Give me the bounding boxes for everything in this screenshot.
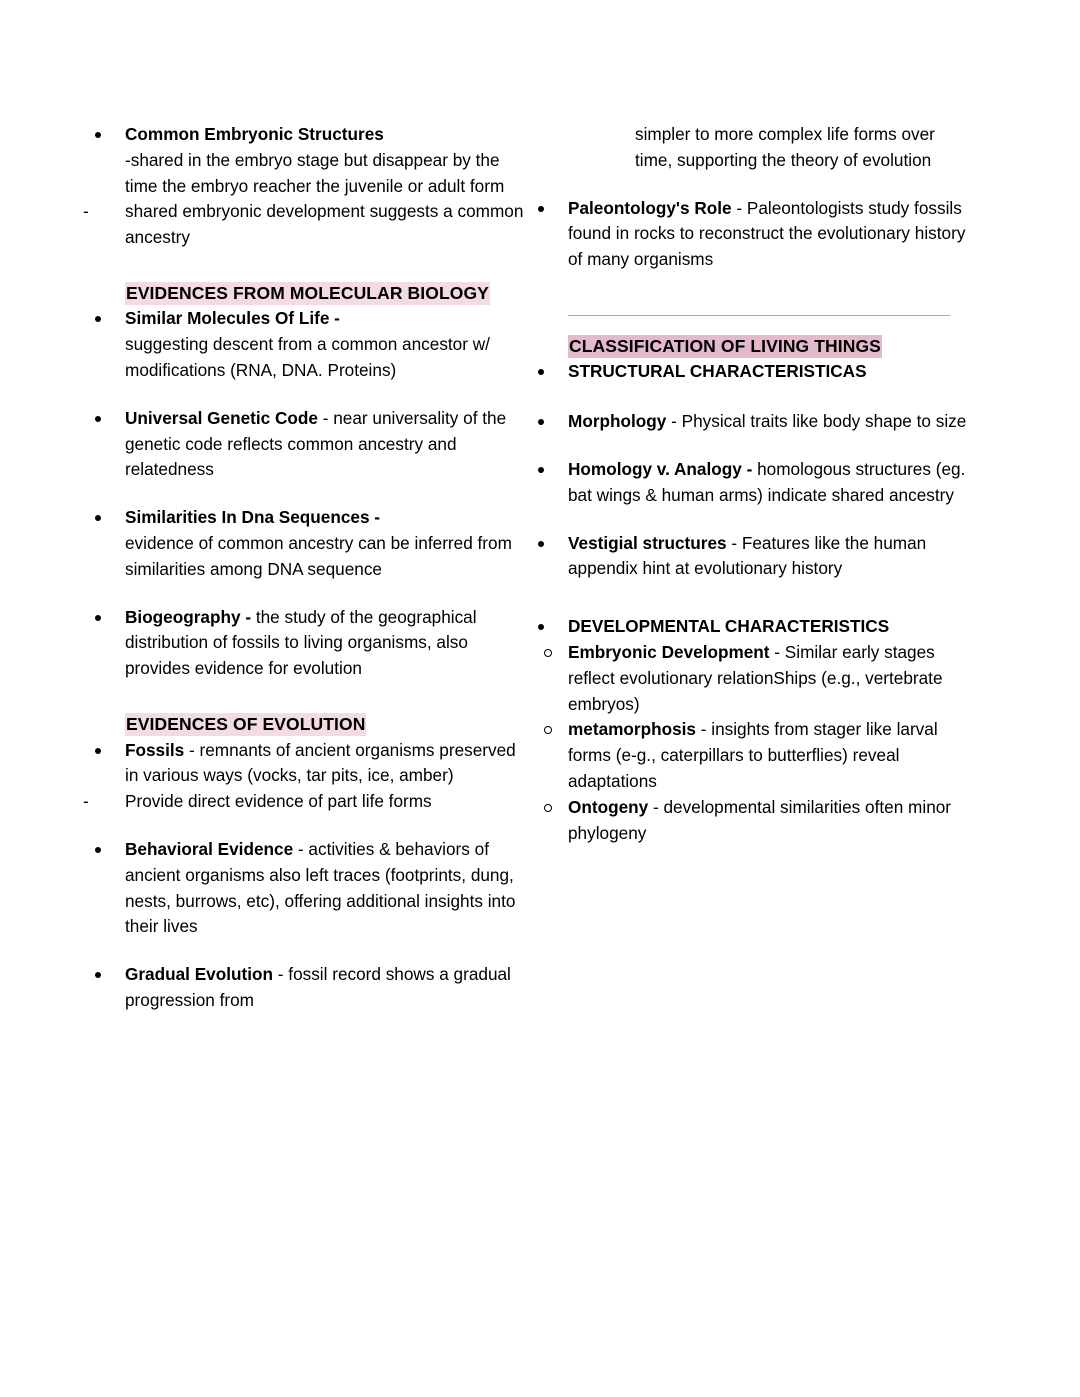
- spacer: [568, 273, 968, 315]
- spacer: [125, 251, 525, 281]
- developmental-characteristics-group: [568, 614, 968, 640]
- spacer: [568, 385, 968, 409]
- list-item: [125, 406, 525, 483]
- item-term: Ontogeny: [568, 796, 649, 817]
- spacer: [125, 583, 525, 605]
- item-description: homologous structures (eg. bat wings & human arms) indicate shared ancestry: [568, 459, 966, 505]
- item-term: metamorphosis: [568, 719, 696, 740]
- spacer: [125, 815, 525, 837]
- list-item: [125, 738, 525, 790]
- list-item: [125, 306, 525, 383]
- item-description: - remnants of ancient organisms preserved in various ways (vocks, tar pits, ice, amber): [125, 739, 516, 786]
- list-item: [568, 717, 968, 794]
- item-description: shared embryonic development suggests a common ancestry: [125, 201, 524, 248]
- item-description: - Similar early stages reflect evolutionary relationShips (e.g., vertebrate embryos): [568, 642, 943, 714]
- item-description: - fossil record shows a gradual progression from: [125, 964, 511, 1010]
- spacer: [125, 940, 525, 962]
- item-term: Universal Genetic Code: [125, 407, 318, 428]
- continuation-paragraph: simpler to more complex life forms over time, supporting the theory of evolution: [635, 124, 935, 170]
- list-item: [125, 962, 525, 1014]
- item-description: - near universality of the genetic code reflects common ancestry and relatedness: [125, 407, 507, 480]
- item-description: - Paleontologists study fossils found in rocks to reconstruct the evolutionary history of many organisms: [568, 197, 966, 270]
- item-description: evidence of common ancestry can be inferred from similarities among DNA sequence: [125, 533, 512, 579]
- right-column: [568, 122, 968, 846]
- spacer: [125, 682, 525, 712]
- list-item: [568, 531, 968, 583]
- list-item: [125, 605, 525, 682]
- list-item: [568, 640, 968, 717]
- spacer: [568, 316, 968, 334]
- item-description: Provide direct evidence of part life forms: [125, 791, 432, 812]
- item-term: Fossils: [125, 739, 185, 760]
- item-term: Biogeography -: [125, 606, 252, 627]
- list-item: [125, 789, 525, 815]
- list-item: [568, 614, 968, 640]
- item-description: suggesting descent from a common ancestor w/ modifications (RNA, DNA. Proteins): [125, 334, 490, 381]
- item-term: Similarities In Dna Sequences -: [125, 507, 381, 528]
- section-heading-evidences-of-evolution: [125, 712, 525, 738]
- list-item: [568, 457, 968, 509]
- list-item: [568, 795, 968, 847]
- item-term: Common Embryonic Structures: [125, 124, 384, 144]
- item-term: Similar Molecules Of Life -: [125, 308, 340, 329]
- spacer: [125, 483, 525, 505]
- evidences-of-evolution-list: [125, 738, 525, 1014]
- list-item: [125, 505, 525, 582]
- heading-highlight: EVIDENCES OF EVOLUTION: [126, 714, 366, 735]
- molecular-biology-list: [125, 306, 525, 682]
- item-term: Morphology: [568, 411, 667, 432]
- item-term: Vestigial structures: [568, 532, 727, 553]
- list-item: [125, 837, 525, 940]
- list-item: [568, 359, 968, 385]
- item-description: - Physical traits like body shape to size: [666, 411, 967, 432]
- spacer: [568, 435, 968, 457]
- list-item: [125, 199, 525, 251]
- item-description: - insights from stager like larval forms (e-g., caterpillars to butterflies) reveal adaptations: [568, 719, 938, 792]
- section-heading-classification: [568, 334, 968, 360]
- section-heading-molecular-biology: [125, 281, 525, 307]
- structural-characteristics-list: [568, 409, 968, 582]
- embryonic-structures-list: [125, 122, 525, 251]
- list-item: [125, 122, 525, 199]
- item-term: Gradual Evolution: [125, 964, 274, 985]
- spacer: [568, 509, 968, 531]
- list-item: [568, 409, 968, 435]
- spacer: [568, 582, 968, 614]
- item-description: - Features like the human appendix hint at evolutionary history: [568, 532, 927, 579]
- spacer: [125, 384, 525, 406]
- heading-highlight: EVIDENCES FROM MOLECULAR BIOLOGY: [126, 282, 489, 303]
- item-description: the study of the geographical distribution of fossils to living organisms, also provides evidence for evolution: [125, 606, 477, 679]
- spacer: [568, 174, 968, 196]
- item-term: Embryonic Development: [568, 642, 770, 663]
- item-term: Paleontology's Role: [568, 197, 732, 218]
- left-column: [125, 122, 525, 1014]
- paleontology-list: [568, 196, 968, 273]
- item-description: - developmental similarities often minor phylogeny: [568, 796, 952, 843]
- item-description: - activities & behaviors of ancient organisms also left traces (footprints, dung, nests, burrows, etc), offering additional insights into their lives: [125, 838, 516, 937]
- item-description: -shared in the embryo stage but disappear by the time the embryo reacher the juvenile or adult form: [125, 149, 505, 196]
- heading-highlight: CLASSIFICATION OF LIVING THINGS: [569, 335, 881, 356]
- list-item: [568, 196, 968, 273]
- structural-characteristics-group: [568, 359, 968, 385]
- subsection-heading-structural: STRUCTURAL CHARACTERISTICAS: [568, 361, 867, 382]
- subsection-heading-developmental: DEVELOPMENTAL CHARACTERISTICS: [568, 616, 890, 637]
- item-term: Behavioral Evidence: [125, 838, 294, 859]
- item-term: Homology v. Analogy -: [568, 459, 753, 480]
- developmental-characteristics-list: [568, 640, 968, 846]
